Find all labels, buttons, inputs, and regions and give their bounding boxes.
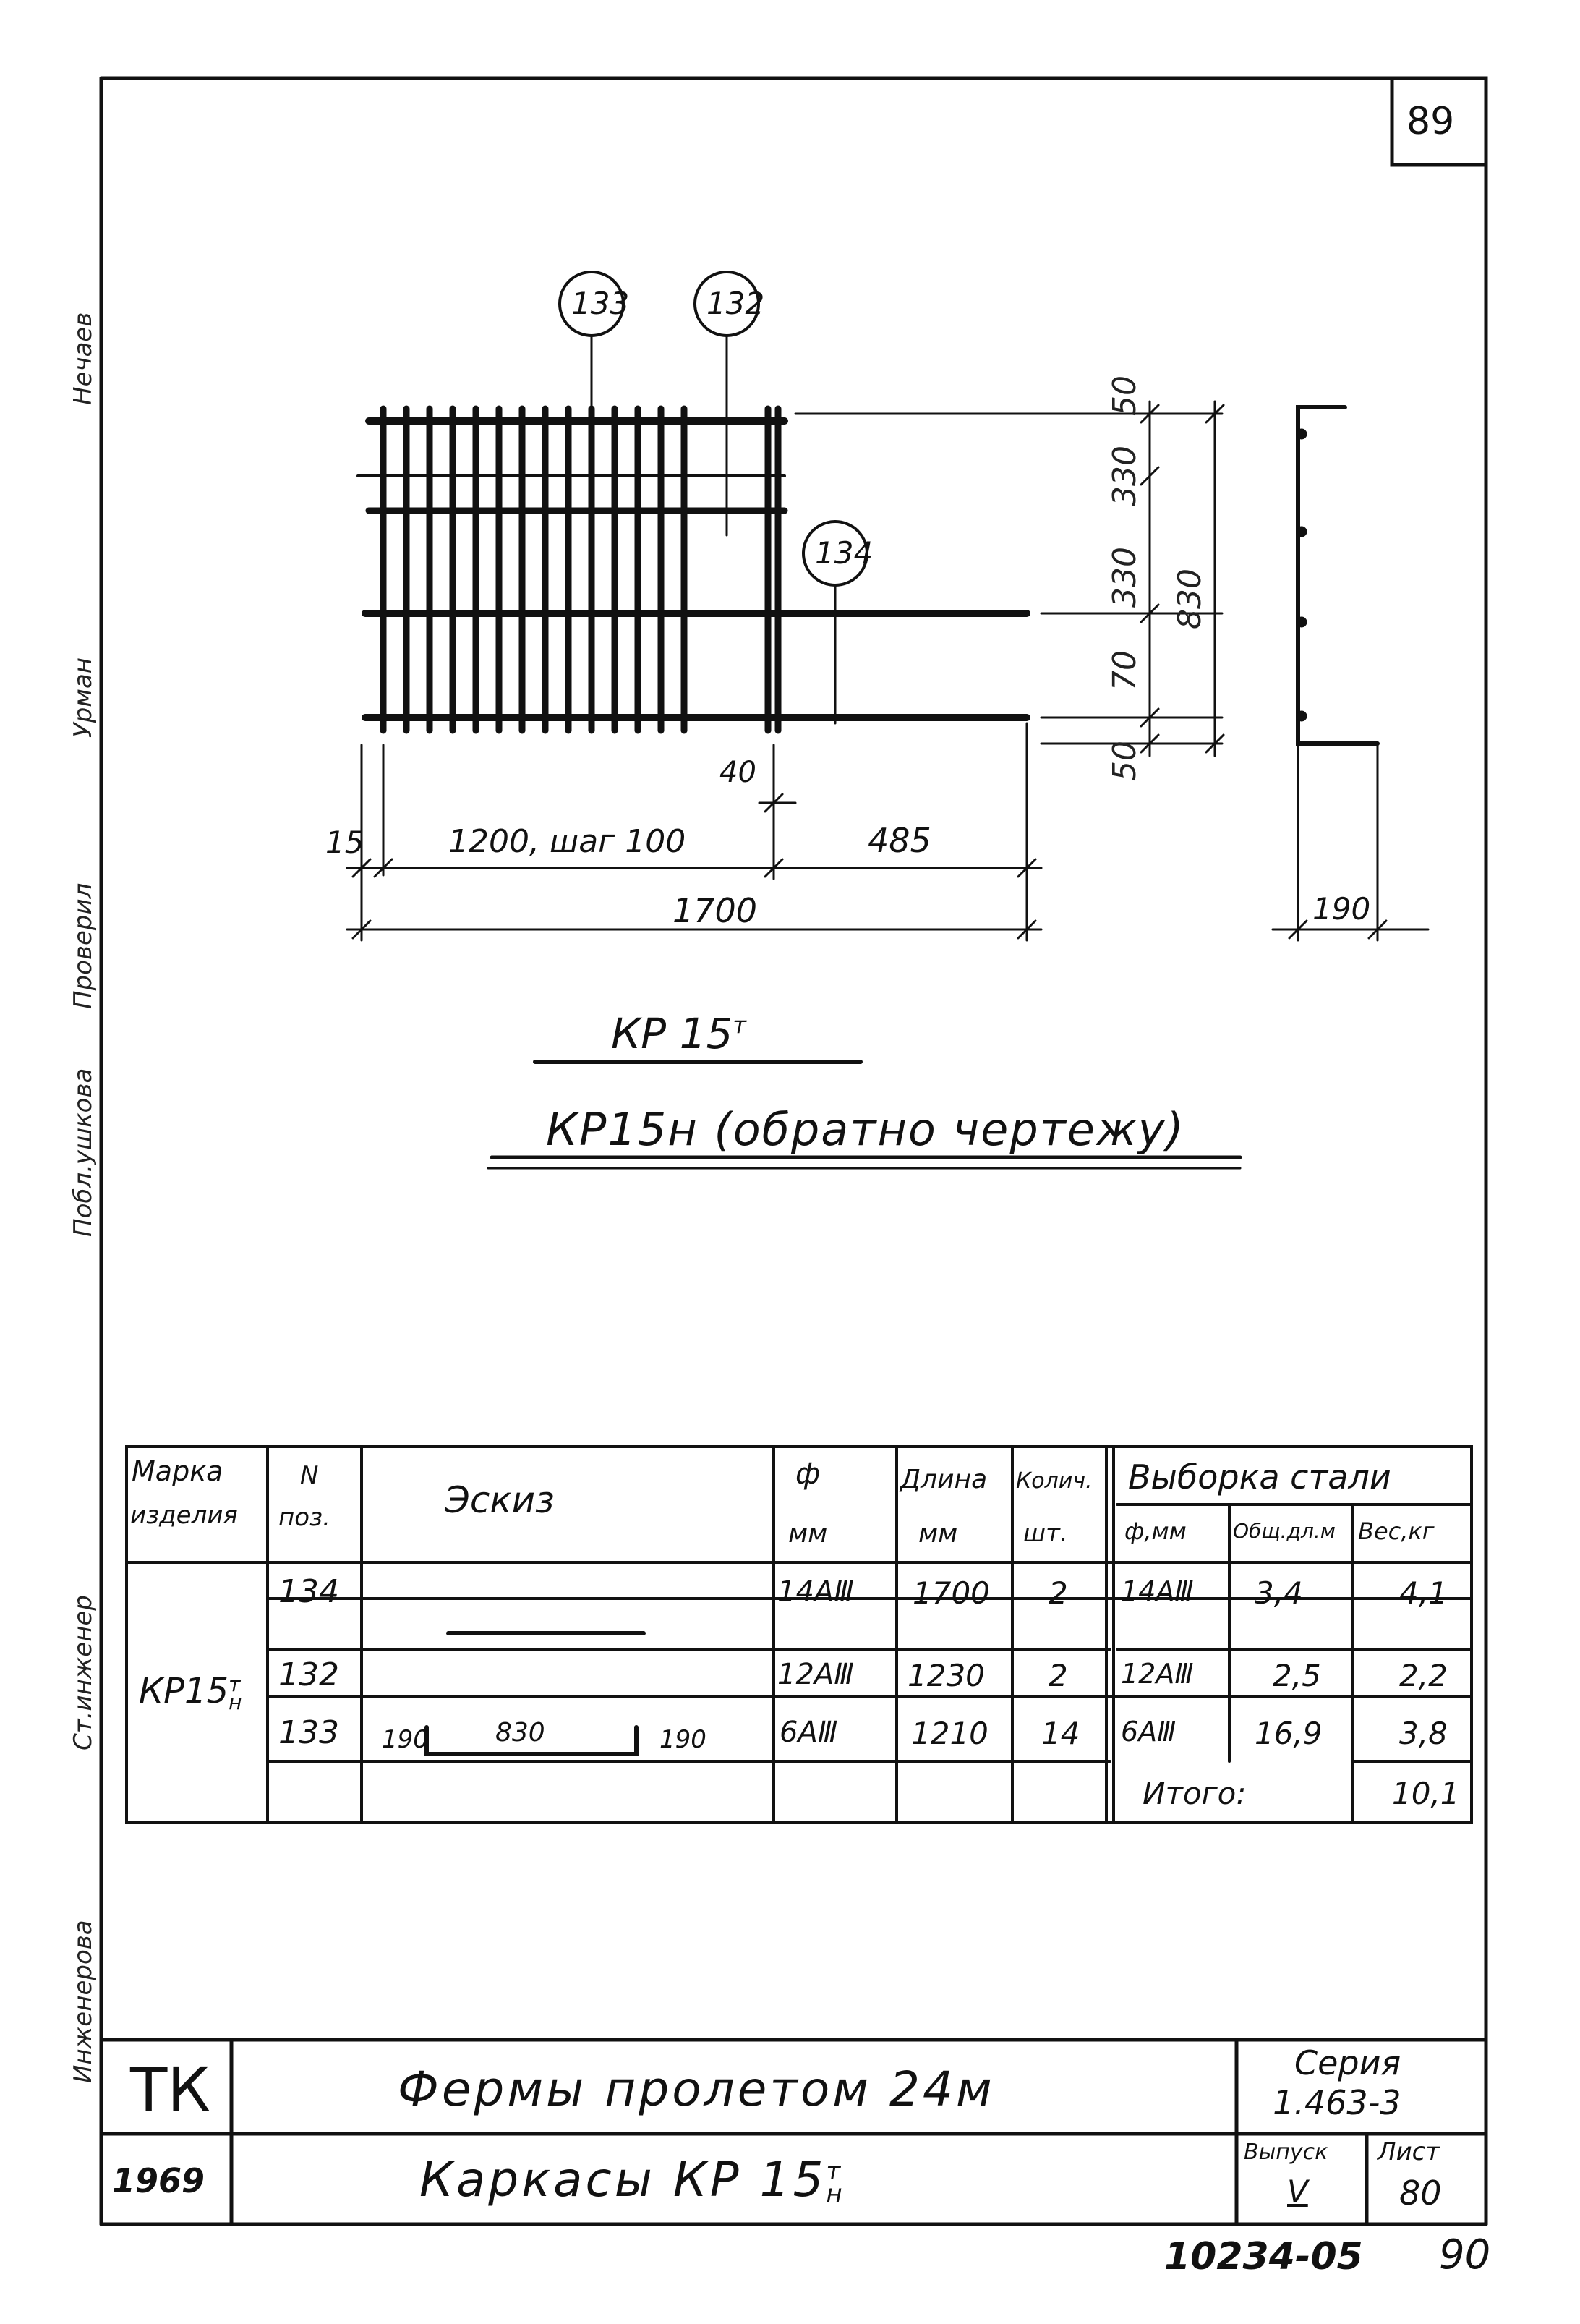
row132-length: 1230	[908, 1658, 985, 1693]
row134-length: 1700	[913, 1575, 990, 1611]
stamp-series-value: 1.463-3	[1273, 2083, 1401, 2122]
th-length-2: мм	[918, 1519, 958, 1549]
row134-qty: 2	[1049, 1575, 1068, 1611]
dim-15: 15	[325, 825, 364, 860]
row132-pos: 132	[278, 1656, 339, 1693]
th-qty-2: шт.	[1023, 1519, 1068, 1548]
th-steel-len: Общ.дл.м	[1233, 1519, 1336, 1543]
stamp-sheet-value: 80	[1399, 2174, 1442, 2213]
row134-dia: 14АⅢ	[777, 1575, 854, 1609]
stamp-title2-text: Каркасы КР 15	[419, 2152, 827, 2208]
dim-right-50-bottom: 50	[1106, 741, 1143, 781]
row134-steel-wt: 4,1	[1399, 1575, 1448, 1611]
th-dia-2: мм	[788, 1519, 828, 1549]
th-steel-dia: ф,мм	[1124, 1518, 1187, 1545]
title-kp15n: КР15н (обратно чертежу)	[546, 1103, 1185, 1156]
callout-132: 132	[706, 286, 765, 321]
dim-pitch: 1200, шаг 100	[448, 823, 686, 860]
row134-pos: 134	[278, 1573, 339, 1610]
stamp-issue-value: V	[1287, 2174, 1308, 2209]
row134-steel-dia: 14АⅢ	[1121, 1575, 1194, 1607]
th-steel: Выборка стали	[1128, 1457, 1391, 1497]
dim-485: 485	[868, 821, 931, 860]
stamp-title2	[419, 2152, 845, 2208]
total-value: 10,1	[1392, 1776, 1460, 1811]
dim-right-330-b: 330	[1106, 547, 1143, 608]
stamp-org: ТК	[130, 2054, 210, 2125]
dim-right-70: 70	[1106, 650, 1143, 691]
dim-right-50-top: 50	[1106, 375, 1143, 416]
row133-sketch-left: 190	[382, 1725, 429, 1754]
row132-steel-dia: 12АⅢ	[1121, 1658, 1194, 1690]
row133-steel-wt: 3,8	[1399, 1716, 1448, 1751]
table-mark-text: КР15	[139, 1671, 229, 1711]
th-mark-1: Марка	[132, 1455, 223, 1487]
title-kp15t-sup: т	[733, 1011, 747, 1039]
dim-total-height: 830	[1171, 569, 1208, 629]
th-steel-wt: Вес,кг	[1358, 1518, 1435, 1545]
margin-label-3: Проверил	[69, 882, 98, 1009]
stamp-series-label: Серия	[1294, 2043, 1401, 2082]
margin-label-6: Инженерова	[69, 1920, 98, 2083]
stamp-issue-label: Выпуск	[1244, 2140, 1328, 2165]
bottom-code: 10234-05	[1164, 2235, 1363, 2278]
stamp-title2-sup: т	[826, 2157, 844, 2187]
row132-dia: 12АⅢ	[777, 1658, 854, 1691]
row134-steel-len: 3,4	[1255, 1575, 1303, 1611]
margin-label-2: Урман	[69, 657, 98, 738]
dim-40: 40	[719, 756, 756, 789]
stamp-title1: Фермы пролетом 24м	[398, 2061, 995, 2117]
margin-label-1: Нечаев	[69, 312, 98, 405]
row132-steel-len: 2,5	[1273, 1658, 1321, 1693]
page-number: 89	[1406, 100, 1455, 143]
th-sketch: Эскиз	[445, 1479, 555, 1521]
stamp-title2-sub: н	[826, 2179, 845, 2208]
table-mark-value	[139, 1671, 242, 1714]
bottom-page: 90	[1439, 2231, 1491, 2278]
th-dia-1: ф	[795, 1457, 821, 1491]
stamp-sheet-label: Лист	[1378, 2137, 1440, 2166]
th-qty-1: Колич.	[1016, 1468, 1093, 1494]
row133-sketch-right: 190	[659, 1725, 706, 1754]
title-kp15t-text: КР 15	[611, 1009, 733, 1058]
row132-qty: 2	[1049, 1658, 1068, 1693]
row132-steel-wt: 2,2	[1399, 1658, 1448, 1693]
row133-pos: 133	[278, 1714, 339, 1751]
dim-right-330-a: 330	[1106, 446, 1143, 506]
callout-133: 133	[571, 286, 630, 321]
row133-steel-dia: 6АⅢ	[1121, 1716, 1177, 1748]
callout-134: 134	[815, 535, 874, 571]
stamp-year: 1969	[112, 2161, 205, 2200]
row133-qty: 14	[1041, 1716, 1080, 1751]
th-pos-2: поз.	[278, 1503, 330, 1532]
th-pos-1: N	[300, 1461, 319, 1490]
dim-190-section: 190	[1312, 891, 1371, 927]
table-mark-sub: н	[229, 1690, 242, 1714]
title-kp15t	[611, 1009, 746, 1058]
row133-dia: 6АⅢ	[780, 1716, 838, 1749]
margin-label-5: Ст.инженер	[69, 1595, 98, 1750]
th-mark-2: изделия	[130, 1501, 238, 1530]
table-mark-sup: т	[229, 1672, 241, 1696]
row133-length: 1210	[911, 1716, 988, 1751]
margin-label-4: Побл.ушкова	[69, 1068, 98, 1237]
dim-1700: 1700	[672, 891, 758, 930]
total-label: Итого:	[1143, 1776, 1247, 1811]
row133-sketch-mid: 830	[495, 1718, 545, 1748]
th-length-1: Длина	[900, 1465, 988, 1494]
row133-steel-len: 16,9	[1255, 1716, 1323, 1751]
